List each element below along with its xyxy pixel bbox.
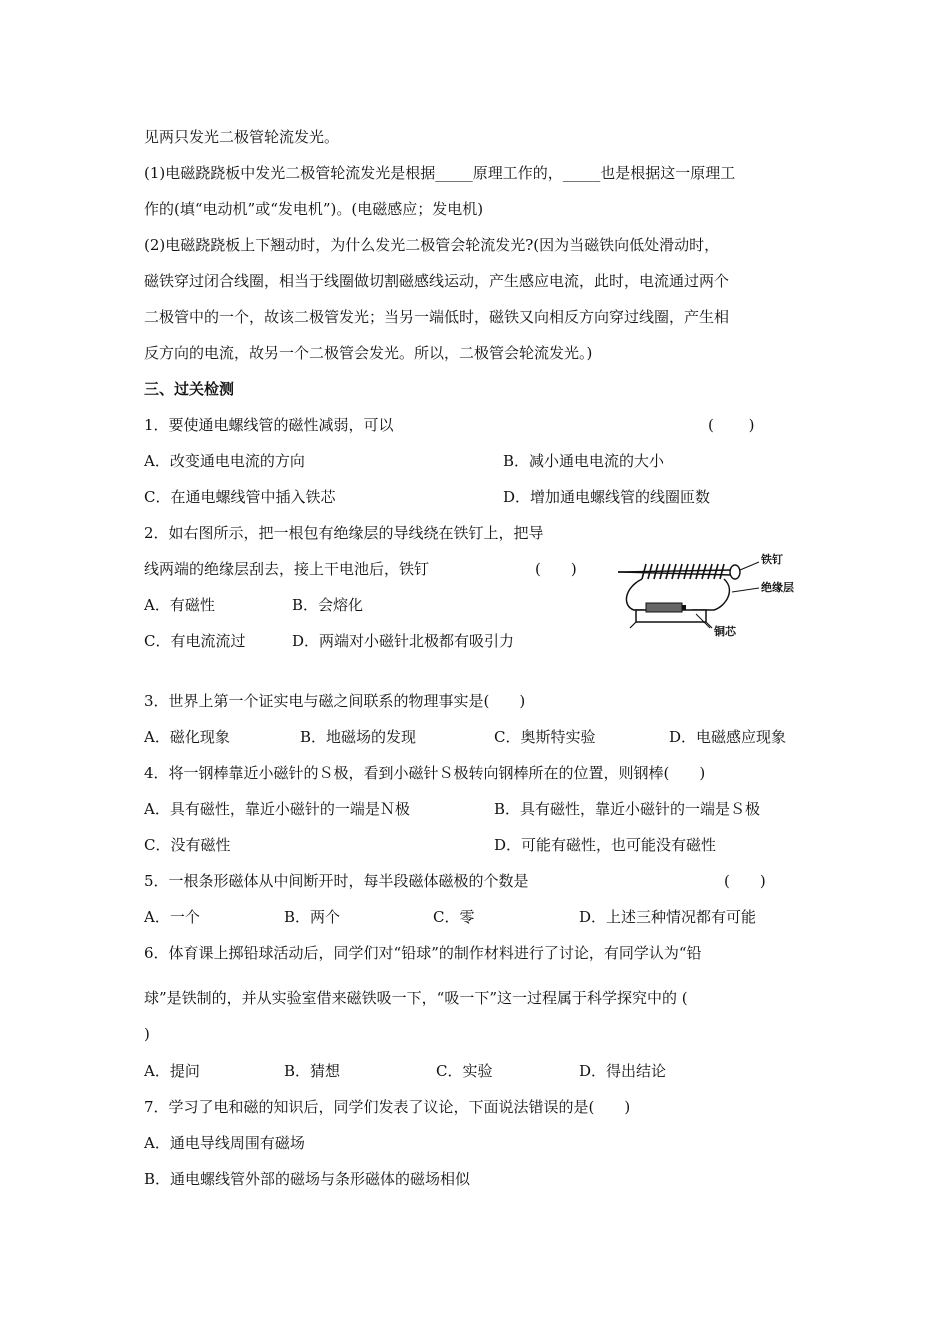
question-7-option-b: B．通电螺线管外部的磁场与条形磁体的磁场相似 [144, 1170, 471, 1188]
question-5-stem: 5．一根条形磁体从中间断开时，每半段磁体磁极的个数是 [144, 872, 529, 890]
question-2-bracket: ( ) [535, 560, 577, 578]
paragraph-line: 二极管中的一个，故该二极管发光；当另一端低时，磁铁又向相反方向穿过线圈，产生相 [144, 308, 730, 326]
question-6-option-b: B．猜想 [284, 1062, 341, 1080]
question-4-option-c: C．没有磁性 [144, 836, 231, 854]
question-4-option-b: B．具有磁性，靠近小磁针的一端是Ｓ极 [494, 800, 761, 818]
question-2-option-a: A．有磁性 [144, 596, 215, 614]
question-5-option-d: D．上述三种情况都有可能 [579, 908, 757, 926]
question-4-option-a: A．具有磁性，靠近小磁针的一端是Ｎ极 [144, 800, 410, 818]
figure-label-insulation: 绝缘层 [761, 581, 794, 594]
question-3-option-c: C．奥斯特实验 [494, 728, 596, 746]
question-2-option-d: D．两端对小磁针北极都有吸引力 [292, 632, 515, 650]
figure-label-nail: 铁钉 [761, 553, 783, 566]
question-1-bracket: ( ) [708, 416, 755, 434]
paragraph-line: (2)电磁跷跷板上下翘动时，为什么发光二极管会轮流发光?(因为当磁铁向低处滑动时， [144, 236, 720, 254]
question-5-bracket: ( ) [724, 872, 766, 890]
question-4-stem: 4．将一钢棒靠近小磁针的Ｓ极，看到小磁针Ｓ极转向钢棒所在的位置，则钢棒( ) [144, 764, 706, 782]
question-6-stem-line1: 6．体育课上掷铅球活动后，同学们对“铅球”的制作材料进行了讨论，有同学认为“铅 [144, 944, 702, 962]
paragraph-line: 见两只发光二极管轮流发光。 [144, 128, 340, 146]
paragraph-line: (1)电磁跷跷板中发光二极管轮流发光是根据_____原理工作的，_____也是根据这一原理工 [144, 164, 736, 182]
question-7-stem: 7．学习了电和磁的知识后，同学们发表了议论，下面说法错误的是( ) [144, 1098, 631, 1116]
coil-nail-figure [614, 548, 814, 644]
question-1-stem: 1．要使通电螺线管的磁性减弱，可以 [144, 416, 394, 434]
question-1-option-b: B．减小通电电流的大小 [503, 452, 665, 470]
question-3-option-a: A．磁化现象 [144, 728, 230, 746]
question-5-option-b: B．两个 [284, 908, 341, 926]
question-2-stem-line2: 线两端的绝缘层刮去，接上干电池后，铁钉 [144, 560, 430, 578]
question-3-stem: 3．世界上第一个证实电与磁之间联系的物理事实是( ) [144, 692, 526, 710]
paragraph-line: 作的(填“电动机”或“发电机”)。(电磁感应；发电机) [144, 200, 484, 218]
question-6-option-d: D．得出结论 [579, 1062, 667, 1080]
question-3-option-d: D．电磁感应现象 [669, 728, 787, 746]
question-6-option-c: C．实验 [436, 1062, 493, 1080]
question-6-stem-line3: ) [144, 1025, 150, 1043]
question-1-option-d: D．增加通电螺线管的线圈匝数 [503, 488, 711, 506]
paragraph-line: 磁铁穿过闭合线圈，相当于线圈做切割磁感线运动，产生感应电流，此时，电流通过两个 [144, 272, 730, 290]
question-2-stem-line1: 2．如右图所示，把一根包有绝缘层的导线绕在铁钉上，把导 [144, 524, 544, 542]
section-title: 三、过关检测 [144, 380, 235, 398]
question-1-option-c: C．在通电螺线管中插入铁芯 [144, 488, 336, 506]
question-3-option-b: B．地磁场的发现 [300, 728, 417, 746]
question-2-option-b: B．会熔化 [292, 596, 364, 614]
question-7-option-a: A．通电导线周围有磁场 [144, 1134, 305, 1152]
figure-label-copper-core: 铜芯 [714, 625, 736, 638]
question-6-stem-line2: 球”是铁制的，并从实验室借来磁铁吸一下，“吸一下”这一过程属于科学探究中的 ( [144, 989, 688, 1007]
question-1-option-a: A．改变通电电流的方向 [144, 452, 305, 470]
question-5-option-a: A．一个 [144, 908, 200, 926]
paragraph-line: 反方向的电流，故另一个二极管会发光。所以，二极管会轮流发光。) [144, 344, 593, 362]
question-2-option-c: C．有电流流过 [144, 632, 246, 650]
question-4-option-d: D．可能有磁性，也可能没有磁性 [494, 836, 717, 854]
question-6-option-a: A．提问 [144, 1062, 200, 1080]
question-5-option-c: C．零 [433, 908, 475, 926]
